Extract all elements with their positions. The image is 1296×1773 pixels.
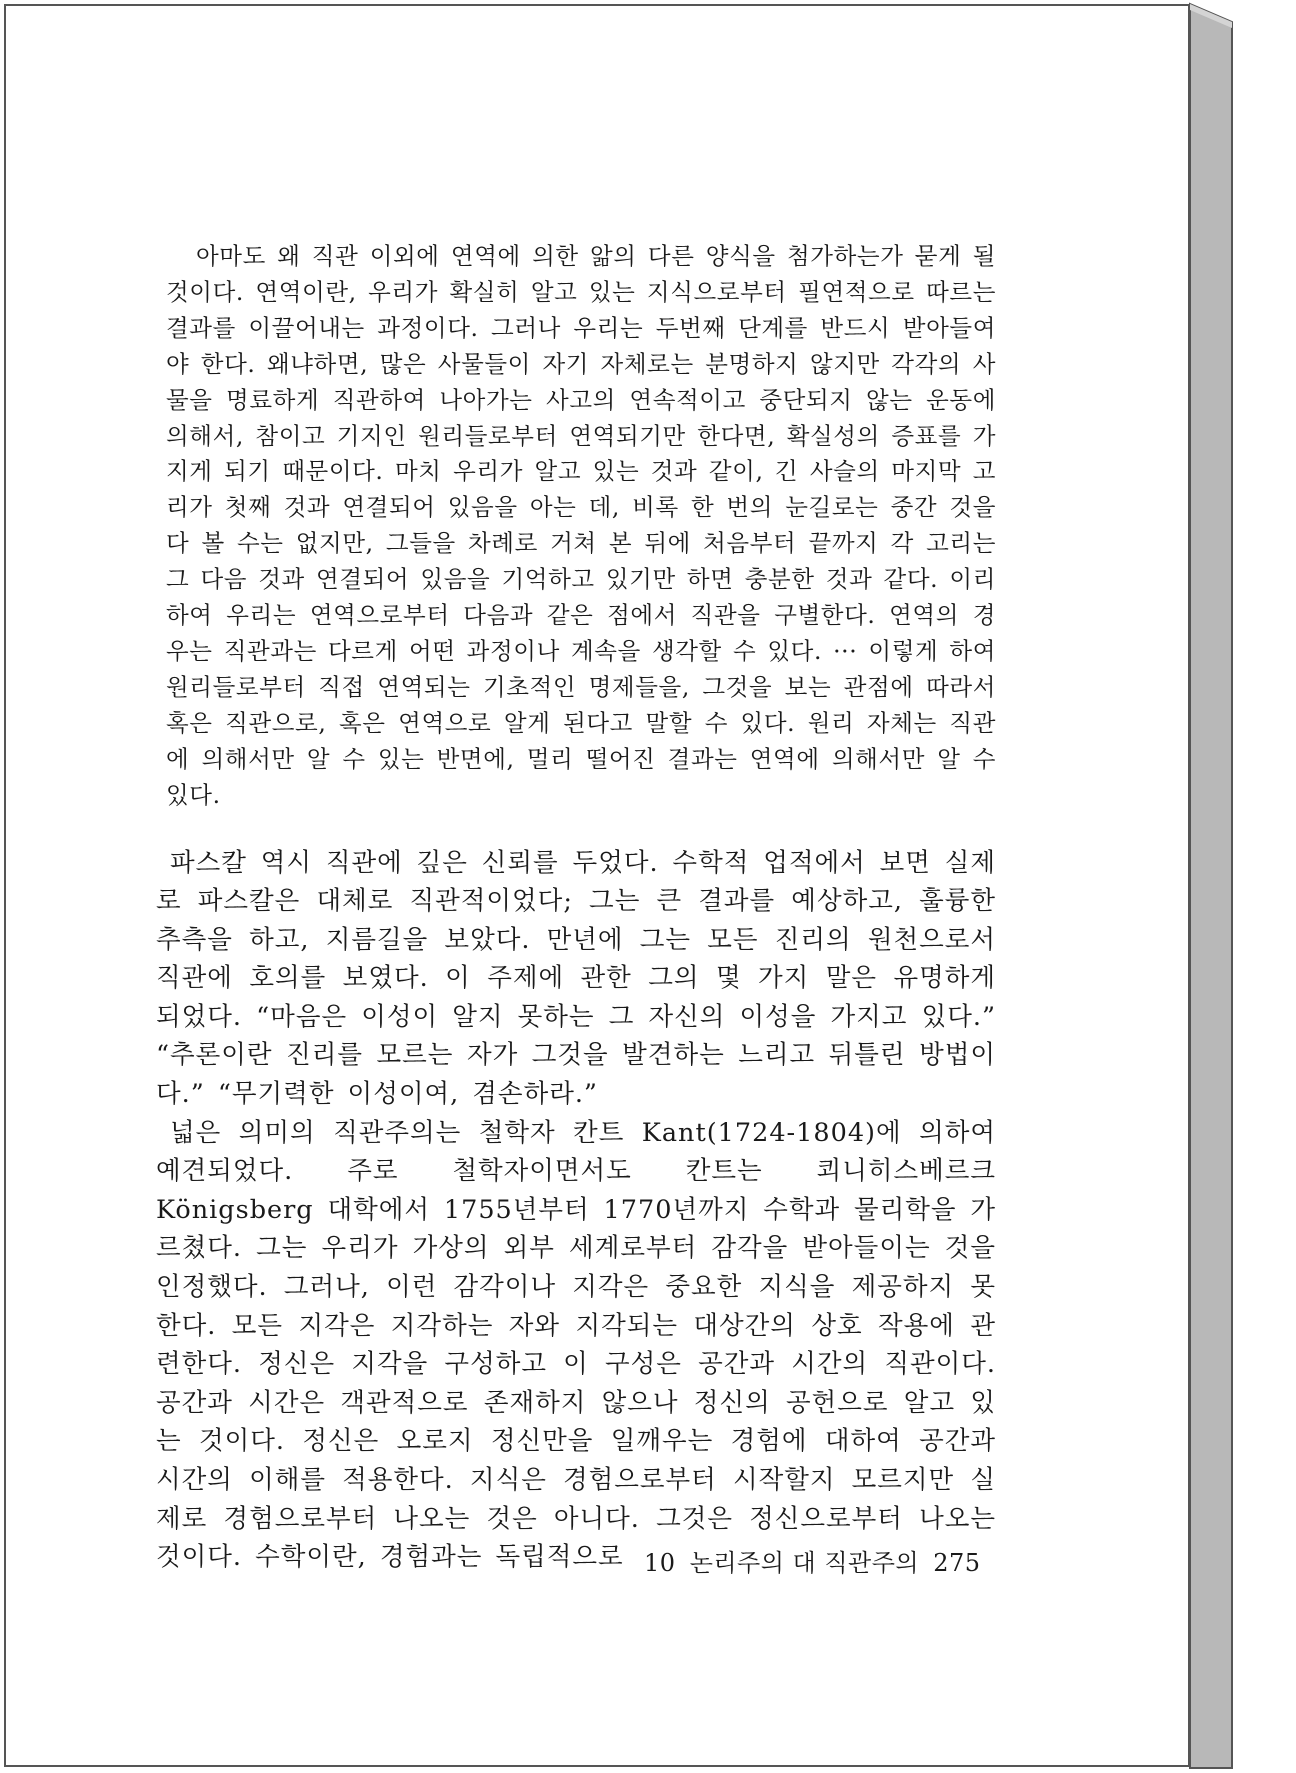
body-paragraph-kant: 넓은 의미의 직관주의는 철학자 칸트 Kant(1724-1804)에 의하여 예견되었다. 주로 철학자이면서도 칸트는 쾨니히스베르크 Königsberg 대학에서 1755년부터 1770년까지 수학과 물리학을 가르쳤다. 그는 우리가 가상의 외부 세계로부터 감각을 받아들이는 것을 인정했다. 그러나, 이런 감각이나 지각은 중요한 지식을 제공하지 못한다. 모든 지각은 지각하는 자와 지각되는 대상간의 상호 작용에 관련한다. 정신은 지각을 구성하고 이 구성은 공간과 시간의 직관이다. 공간과 시간은 객관적으로 존재하지 않으나 정신의 공헌으로 알고 있는 것이다. 정신은 오로지 정신만을 일깨우는 경험에 대하여 공간과 시간의 이해를 적용한다. 지식은 경험으로부터 시작할지 모르지만 실제로 경험으로부터 나오는 것은 아니다. 그것은 정신으로부터 나오는 것이다. 수학이란, 경험과는 독립적으로: [156, 1117, 996, 1573]
block-quote: 아마도 왜 직관 이외에 연역에 의한 앎의 다른 양식을 첨가하는가 묻게 될 것이다. 연역이란, 우리가 확실히 알고 있는 지식으로부터 필연적으로 따르는 결과를 이끌어내는 과정이다. 그러나 우리는 두번째 단계를 반드시 받아들여야 한다. 왜냐하면, 많은 사물들이 자기 자체로는 분명하지 않지만 각각의 사물을 명료하게 직관하여 나아가는 사고의 연속적이고 중단되지 않는 운동에 의해서, 참이고 기지인 원리들로부터 연역되기만 한다면, 확실성의 증표를 가지게 되기 때문이다. 마치 우리가 알고 있는 것과 같이, 긴 사슬의 마지막 고리가 첫째 것과 연결되어 있음을 아는 데, 비록 한 번의 눈길로는 중간 것을 다 볼 수는 없지만, 그들을 차례로 거쳐 본 뒤에 처음부터 끝까지 각 고리는 그 다음 것과 연결되어 있음을 기억하고 있기만 하면 충분한 것과 같다. 이리하여 우리는 연역으로부터 다음과 같은 점에서 직관을 구별한다. 연역의 경우는 직관과는 다르게 어떤 과정이나 계속을 생각할 수 있다. ··· 이렇게 하여 원리들로부터 직접 연역되는 기초적인 명제들을, 그것을 보는 관점에 따라서 혹은 직관으로, 혹은 연역으로 알게 된다고 말할 수 있다. 원리 자체는 직관에 의해서만 알 수 있는 반면에, 멀리 떨어진 결과는 연역에 의해서만 알 수 있다.: [166, 242, 996, 809]
page-body: [156, 239, 996, 1577]
book-page: [4, 4, 1190, 1767]
body-paragraph-pascal: 파스칼 역시 직관에 깊은 신뢰를 두었다. 수학적 업적에서 보면 실제로 파스칼은 대체로 직관적이었다; 그는 큰 결과를 예상하고, 훌륭한 추측을 하고, 지름길을 보았다. 만년에 그는 모든 진리의 원천으로서 직관에 호의를 보였다. 이 주제에 관한 그의 몇 가지 말은 유명하게 되었다. “마음은 이성이 알지 못하는 그 자신의 이성을 가지고 있다.” “추론이란 진리를 모르는 자가 그것을 발견하는 느리고 뒤틀린 방법이다.” “무기력한 이성이여, 겸손하라.”: [156, 847, 996, 1110]
running-footer: [644, 1543, 987, 1578]
chapter-number: 10: [644, 1549, 676, 1577]
chapter-title: 논리주의 대 직관주의: [689, 1549, 920, 1577]
page-number: 275: [933, 1549, 981, 1577]
